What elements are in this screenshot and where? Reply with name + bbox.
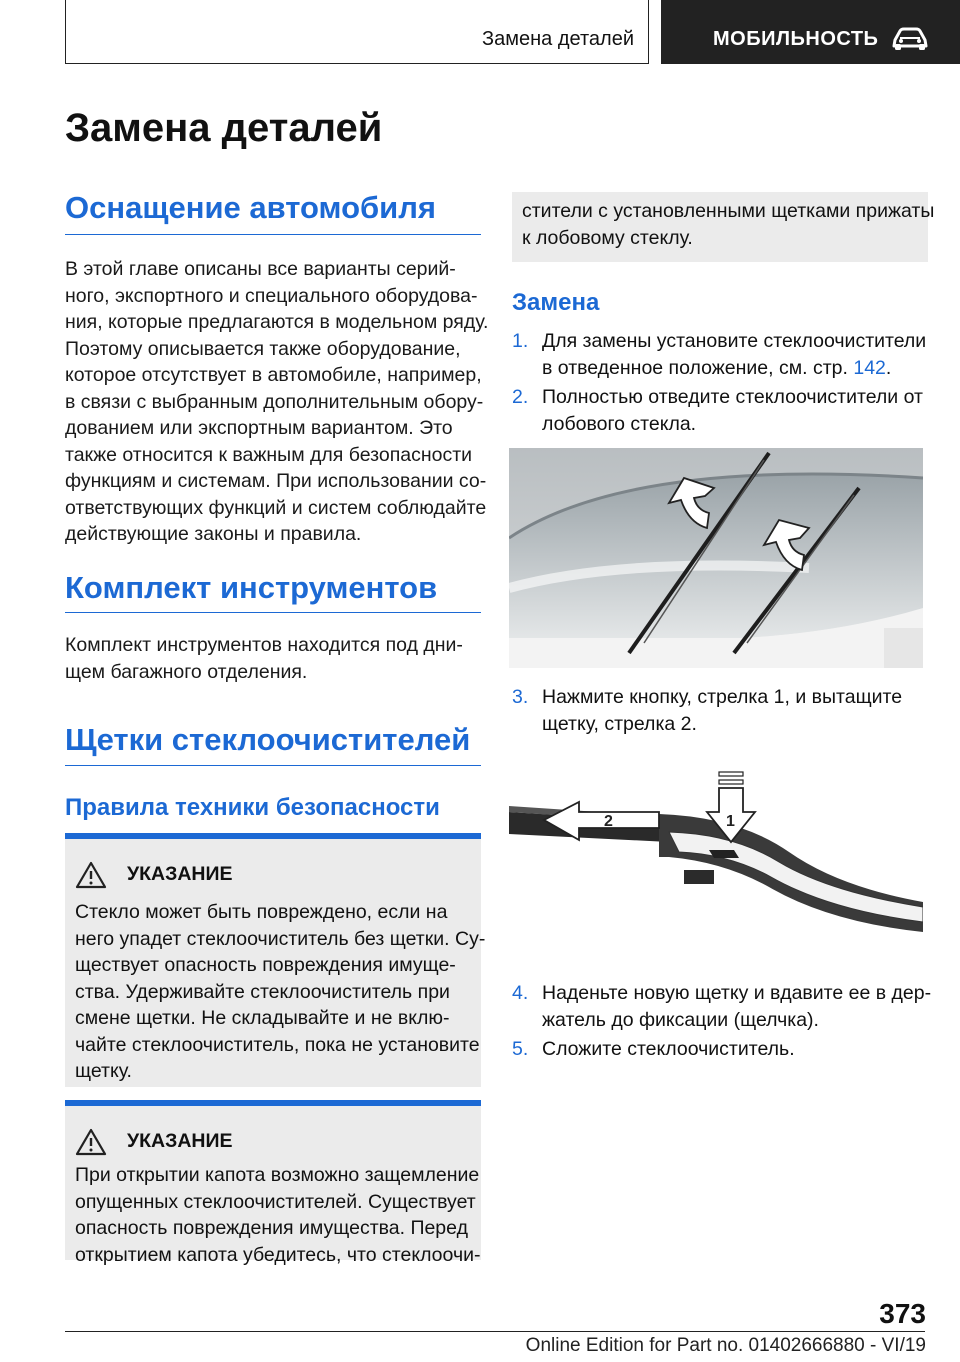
text-line: Нажмите кнопку, стрелка 1, и вытащите bbox=[542, 686, 903, 708]
step-number: 3. bbox=[512, 686, 529, 708]
text-line: жатель до фиксации (щелчка). bbox=[542, 1008, 819, 1031]
text-line: Комплект инструментов находится под дни- bbox=[65, 634, 463, 656]
warning-box-hood bbox=[65, 1100, 481, 1266]
warning-label: УКАЗАНИЕ bbox=[127, 1130, 233, 1152]
step-number: 1. bbox=[512, 330, 529, 352]
text-line: также относится к важным для безопасности bbox=[65, 443, 473, 466]
edition-footer: Online Edition for Part no. 01402666880 - VI/19 bbox=[525, 1335, 926, 1356]
running-header-section bbox=[65, 0, 649, 64]
text-line: Сложите стеклоочиститель. bbox=[542, 1038, 795, 1060]
warning-continuation bbox=[512, 192, 935, 262]
text-line: функциям и системам. При использовании со- bbox=[65, 470, 487, 492]
heading-safety-rules: Правила техники безопасности bbox=[65, 794, 440, 821]
car-icon bbox=[891, 26, 929, 52]
text-line: опущенных стеклоочистителей. Существует bbox=[75, 1190, 476, 1213]
warning-text bbox=[75, 1162, 481, 1268]
text-line bbox=[542, 355, 926, 382]
wiper-blade-release-illustration bbox=[509, 762, 923, 962]
page-reference-link[interactable]: 142 bbox=[853, 356, 886, 379]
heading-equipment: Оснащение автомобиля bbox=[65, 190, 436, 225]
arrow-label: 2 bbox=[604, 813, 613, 830]
footer-rule bbox=[65, 1331, 925, 1332]
step-number: 4. bbox=[512, 982, 529, 1004]
step-text bbox=[542, 1036, 795, 1063]
chapter-tab bbox=[661, 0, 960, 64]
text-line: открытием капота убедитесь, что стеклоочи- bbox=[75, 1243, 481, 1266]
heading-equipment-rule bbox=[65, 234, 481, 235]
step-number: 2. bbox=[512, 386, 529, 408]
step-text bbox=[542, 980, 931, 1033]
text-line: стители с установленными щетками прижаты bbox=[522, 200, 935, 222]
text-fragment: . bbox=[885, 356, 892, 379]
step-text bbox=[542, 684, 902, 737]
text-line: При открытии капота возможно защемление bbox=[75, 1164, 480, 1186]
text-line: Поэтому описывается также оборудование, bbox=[65, 337, 461, 360]
warning-box-glass bbox=[65, 833, 486, 1087]
step-text bbox=[542, 328, 926, 381]
text-line: ществует опасность повреждения имуще- bbox=[75, 954, 456, 976]
text-line: которое отсутствует в автомобиле, например, bbox=[65, 364, 482, 386]
windshield-wiper-illustration bbox=[509, 448, 923, 668]
text-line: ства. Удерживайте стеклоочиститель при bbox=[75, 980, 450, 1003]
warning-triangle-icon bbox=[75, 1128, 107, 1156]
text-line: к лобовому стеклу. bbox=[522, 226, 693, 249]
text-line: действующие законы и правила. bbox=[65, 523, 362, 545]
text-line: Полностью отведите стеклоочистители от bbox=[542, 386, 923, 408]
warning-triangle-icon bbox=[75, 861, 107, 889]
step-number: 5. bbox=[512, 1038, 529, 1060]
arrow-label: 1 bbox=[726, 813, 735, 830]
text-line: Стекло может быть повреждено, если на bbox=[75, 901, 448, 923]
toolkit-paragraph bbox=[65, 632, 463, 685]
warning-label: УКАЗАНИЕ bbox=[127, 863, 233, 885]
text-fragment: в отведенное положение, см. стр. bbox=[542, 356, 854, 379]
running-header-label: Замена деталей bbox=[482, 28, 634, 50]
text-line: Наденьте новую щетку и вдавите ее в дер- bbox=[542, 982, 932, 1004]
text-line: дованием или экспортным вариантом. Это bbox=[65, 417, 453, 439]
equipment-paragraph bbox=[65, 256, 488, 548]
step-text bbox=[542, 384, 923, 437]
page-number: 373 bbox=[879, 1298, 926, 1329]
text-line: щетку. bbox=[75, 1060, 132, 1082]
text-line: ответствующих функций и систем соблюдайте bbox=[65, 496, 487, 519]
heading-toolkit-rule bbox=[65, 612, 481, 613]
heading-toolkit: Комплект инструментов bbox=[65, 570, 438, 605]
text-line: лобового стекла. bbox=[542, 412, 697, 435]
text-line: опасность повреждения имущества. Перед bbox=[75, 1217, 468, 1239]
heading-replacement: Замена bbox=[512, 289, 600, 316]
text-line: Для замены установите стеклоочистители bbox=[542, 330, 927, 352]
text-line: ного, экспортного и специального оборудова- bbox=[65, 284, 478, 307]
text-line: него упадет стеклоочиститель без щетки. Су- bbox=[75, 927, 486, 950]
heading-wipers-rule bbox=[65, 765, 481, 766]
heading-wipers: Щетки стеклоочистителей bbox=[65, 722, 471, 757]
warning-text bbox=[75, 899, 485, 1085]
text-line: чайте стеклоочиститель, пока не установите bbox=[75, 1033, 480, 1056]
chapter-tab-label: МОБИЛЬНОСТЬ bbox=[713, 28, 879, 50]
text-line: щем багажного отделения. bbox=[65, 660, 308, 683]
text-line: ния, которые предлагаются в модельном ряду. bbox=[65, 311, 489, 333]
text-line: смене щетки. Не складывайте и не вклю- bbox=[75, 1007, 450, 1029]
text-line: В этой главе описаны все варианты серий- bbox=[65, 258, 456, 280]
text-line: в связи с выбранным дополнительным обору- bbox=[65, 390, 484, 413]
text-line: щетку, стрелка 2. bbox=[542, 712, 697, 735]
page-title: Замена деталей bbox=[65, 106, 383, 150]
